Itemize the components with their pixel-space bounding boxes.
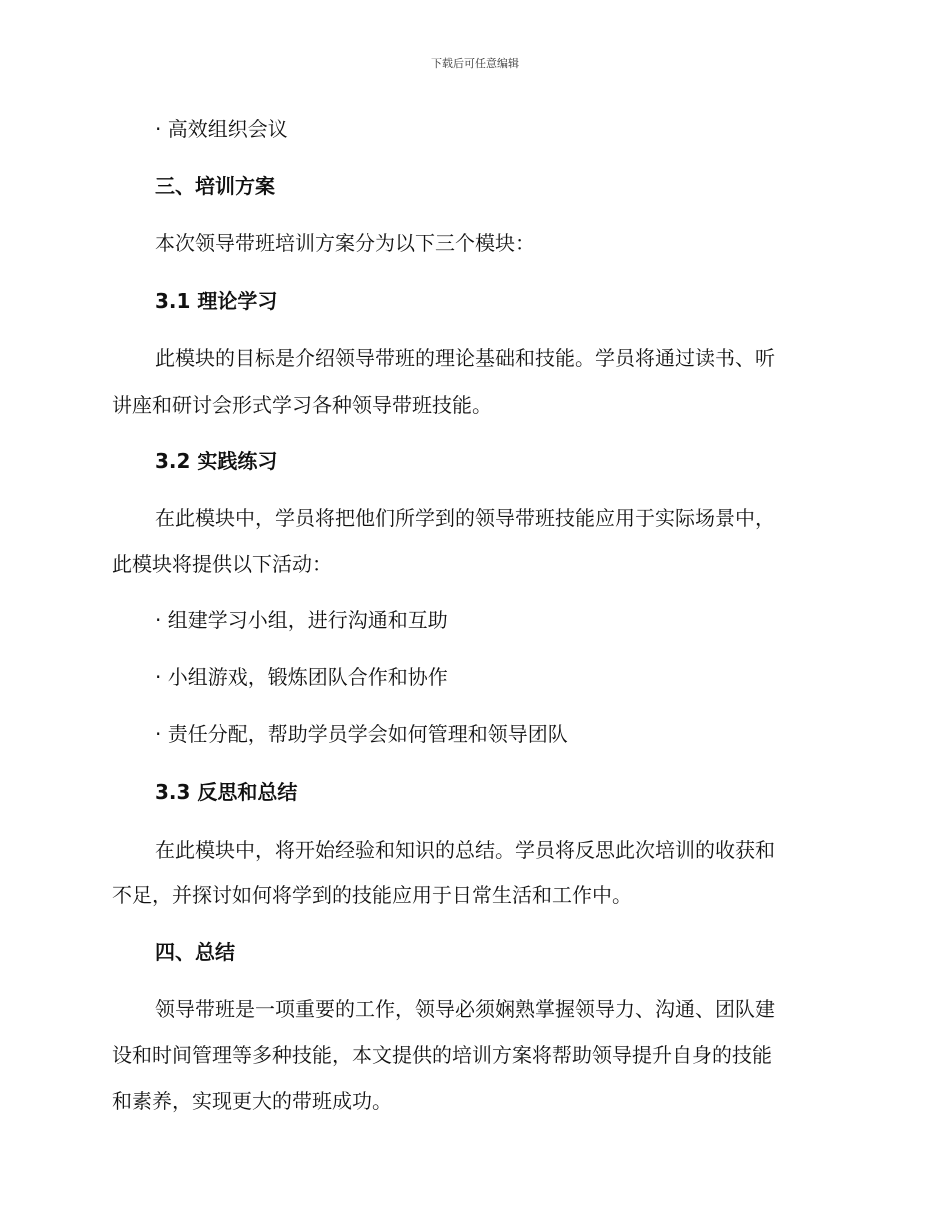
- paragraph-line: 设和时间管理等多种技能，本文提供的培训方案将帮助领导提升自身的技能: [112, 1043, 772, 1067]
- bullet-item: · 组建学习小组，进行沟通和互助: [155, 608, 448, 632]
- paragraph-line: 在此模块中，学员将把他们所学到的领导带班技能应用于实际场景中，: [155, 506, 775, 530]
- paragraph-line: 此模块将提供以下活动：: [112, 552, 332, 576]
- paragraph-line: 讲座和研讨会形式学习各种领导带班技能。: [112, 393, 492, 417]
- section-heading: 四、总结: [155, 940, 235, 964]
- paragraph-line: 不足，并探讨如何将学到的技能应用于日常生活和工作中。: [112, 883, 632, 907]
- subsection-heading: 3.1 理论学习: [155, 289, 278, 313]
- bullet-item: · 责任分配，帮助学员学会如何管理和领导团队: [155, 722, 568, 746]
- subsection-heading: 3.2 实践练习: [155, 449, 278, 473]
- header-note: 下载后可任意编辑: [431, 57, 519, 70]
- paragraph-line: 在此模块中，将开始经验和知识的总结。学员将反思此次培训的收获和: [155, 838, 775, 862]
- subsection-heading: 3.3 反思和总结: [155, 780, 298, 804]
- paragraph-line: 本次领导带班培训方案分为以下三个模块：: [155, 231, 535, 255]
- section-heading: 三、培训方案: [155, 174, 275, 198]
- paragraph-line: 此模块的目标是介绍领导带班的理论基础和技能。学员将通过读书、听: [155, 346, 775, 370]
- bullet-item: · 小组游戏，锻炼团队合作和协作: [155, 665, 448, 689]
- paragraph-line: 和素养，实现更大的带班成功。: [112, 1089, 392, 1113]
- bullet-item: · 高效组织会议: [155, 117, 288, 141]
- paragraph-line: 领导带班是一项重要的工作，领导必须娴熟掌握领导力、沟通、团队建: [155, 997, 775, 1021]
